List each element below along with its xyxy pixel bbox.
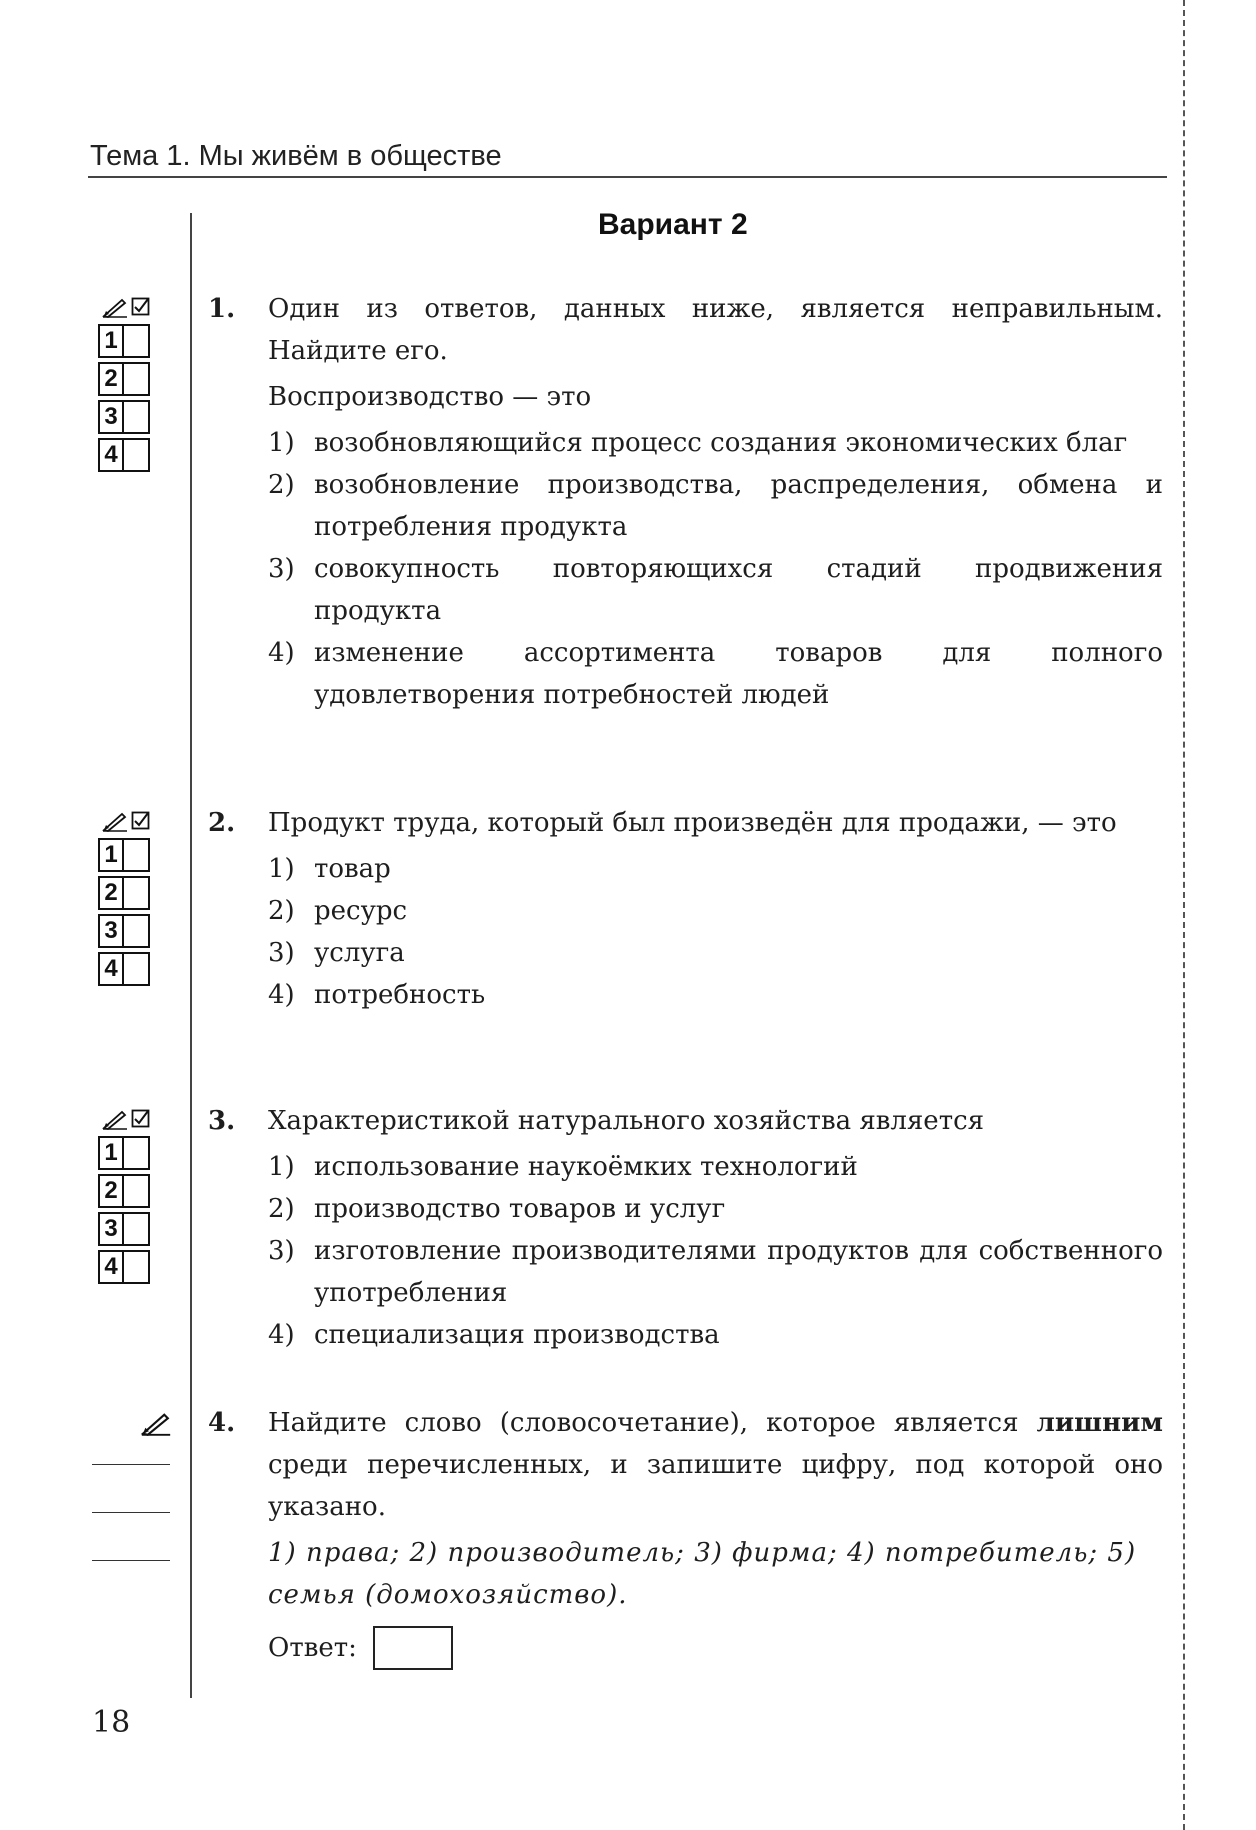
answer-marker-q1 <box>98 296 151 476</box>
option-digit: 3 <box>98 400 124 434</box>
option-checkbox[interactable] <box>124 324 150 358</box>
question-4 <box>208 1402 1163 1670</box>
variant-title: Вариант 2 <box>598 208 748 241</box>
option-digit: 1 <box>98 838 124 872</box>
checkbox-icon <box>131 1109 151 1129</box>
option-digit: 1 <box>98 1136 124 1170</box>
option-digit: 2 <box>98 1174 124 1208</box>
option <box>268 632 1163 716</box>
option-checkbox[interactable] <box>124 838 150 872</box>
option-checkbox[interactable] <box>124 876 150 910</box>
checkbox-icon <box>131 297 151 317</box>
option-number: 1) <box>268 854 295 884</box>
option-digit: 3 <box>98 914 124 948</box>
option-number: 3) <box>268 1236 295 1266</box>
option-text: возобновление производства, распределения, обмена и потребления продукта <box>314 470 1163 542</box>
answer-marker-q3 <box>98 1108 151 1288</box>
option-number: 2) <box>268 470 295 500</box>
question-text-end: среди перечисленных, и запишите цифру, под которой оно указано. <box>268 1450 1163 1522</box>
topic-header: Тема 1. Мы живём в обществе <box>90 140 502 172</box>
option-checkbox[interactable] <box>124 952 150 986</box>
answer-label: Ответ: <box>268 1633 357 1663</box>
option <box>268 890 1163 932</box>
option <box>268 974 1163 1016</box>
question-text: Продукт труда, который был произведён для продажи, — это <box>268 808 1117 838</box>
option-number: 4) <box>268 1320 295 1350</box>
question-number: 3. <box>208 1106 236 1136</box>
answer-box[interactable] <box>373 1626 453 1670</box>
write-line[interactable] <box>92 1464 170 1465</box>
option-text: ресурс <box>314 896 408 926</box>
answer-marker-q4 <box>140 1410 172 1440</box>
question-stem: Воспроизводство — это <box>268 382 592 412</box>
option-digit: 3 <box>98 1212 124 1246</box>
option-text: изготовление производителями продуктов для собственного употребления <box>314 1236 1163 1308</box>
option-checkbox[interactable] <box>124 438 150 472</box>
option-number: 4) <box>268 638 295 668</box>
page-number: 18 <box>92 1705 131 1740</box>
question-number: 2. <box>208 808 236 838</box>
option-number: 4) <box>268 980 295 1010</box>
option-number: 1) <box>268 428 295 458</box>
option-digit: 2 <box>98 362 124 396</box>
option-digit: 4 <box>98 1250 124 1284</box>
option-digit: 4 <box>98 438 124 472</box>
option-number: 1) <box>268 1152 295 1182</box>
margin-divider <box>190 213 192 1698</box>
option-text: производство товаров и услуг <box>314 1194 726 1224</box>
option-number: 3) <box>268 938 295 968</box>
option-text: специализация производства <box>314 1320 720 1350</box>
question-text: Один из ответов, данных ниже, является неправильным. Найдите его. <box>268 294 1163 366</box>
keyword-extra: лишним <box>1036 1408 1163 1438</box>
question-2 <box>208 802 1163 1016</box>
option-checkbox[interactable] <box>124 1136 150 1170</box>
option <box>268 848 1163 890</box>
option-text: товар <box>314 854 391 884</box>
checkbox-icon <box>131 811 151 831</box>
question-text: Характеристикой натурального хозяйства является <box>268 1106 985 1136</box>
option-text: потребность <box>314 980 486 1010</box>
option-checkbox[interactable] <box>124 914 150 948</box>
option-number: 2) <box>268 896 295 926</box>
answer-line <box>268 1626 1163 1670</box>
question-1 <box>208 288 1163 716</box>
option <box>268 464 1163 548</box>
write-line[interactable] <box>92 1560 170 1561</box>
option-checkbox[interactable] <box>124 400 150 434</box>
question-number: 4. <box>208 1408 236 1438</box>
pen-icon <box>102 296 128 318</box>
question-3 <box>208 1100 1163 1356</box>
answer-marker-q2 <box>98 810 151 990</box>
option-digit: 2 <box>98 876 124 910</box>
option-number: 2) <box>268 1194 295 1224</box>
option-number: 3) <box>268 554 295 584</box>
option-checkbox[interactable] <box>124 1250 150 1284</box>
option-checkbox[interactable] <box>124 1212 150 1246</box>
option-text: возобновляющийся процесс создания экономических благ <box>314 428 1128 458</box>
question-number: 1. <box>208 294 236 324</box>
option-text: услуга <box>314 938 405 968</box>
header-divider <box>88 176 1167 178</box>
option-text: совокупность повторяющихся стадий продвижения продукта <box>314 554 1163 626</box>
question-text-start: Найдите слово (словосочетание), которое является <box>268 1408 1037 1438</box>
question-text <box>268 1402 1163 1528</box>
pen-icon <box>102 1108 128 1130</box>
option-text: использование наукоёмких технологий <box>314 1152 858 1182</box>
option <box>268 422 1163 464</box>
term-list: 1) права; 2) производитель; 3) фирма; 4) потребитель; 5) семья (домохозяйство). <box>268 1538 1137 1610</box>
cut-line <box>1183 0 1185 1830</box>
option <box>268 1314 1163 1356</box>
option <box>268 1146 1163 1188</box>
option <box>268 1188 1163 1230</box>
option <box>268 932 1163 974</box>
pen-icon <box>102 810 128 832</box>
option <box>268 1230 1163 1314</box>
pen-icon <box>140 1410 172 1436</box>
write-line[interactable] <box>92 1512 170 1513</box>
option-digit: 4 <box>98 952 124 986</box>
option-text: изменение ассортимента товаров для полного удовлетворения потребностей людей <box>314 638 1163 710</box>
option <box>268 548 1163 632</box>
option-checkbox[interactable] <box>124 362 150 396</box>
option-checkbox[interactable] <box>124 1174 150 1208</box>
option-digit: 1 <box>98 324 124 358</box>
